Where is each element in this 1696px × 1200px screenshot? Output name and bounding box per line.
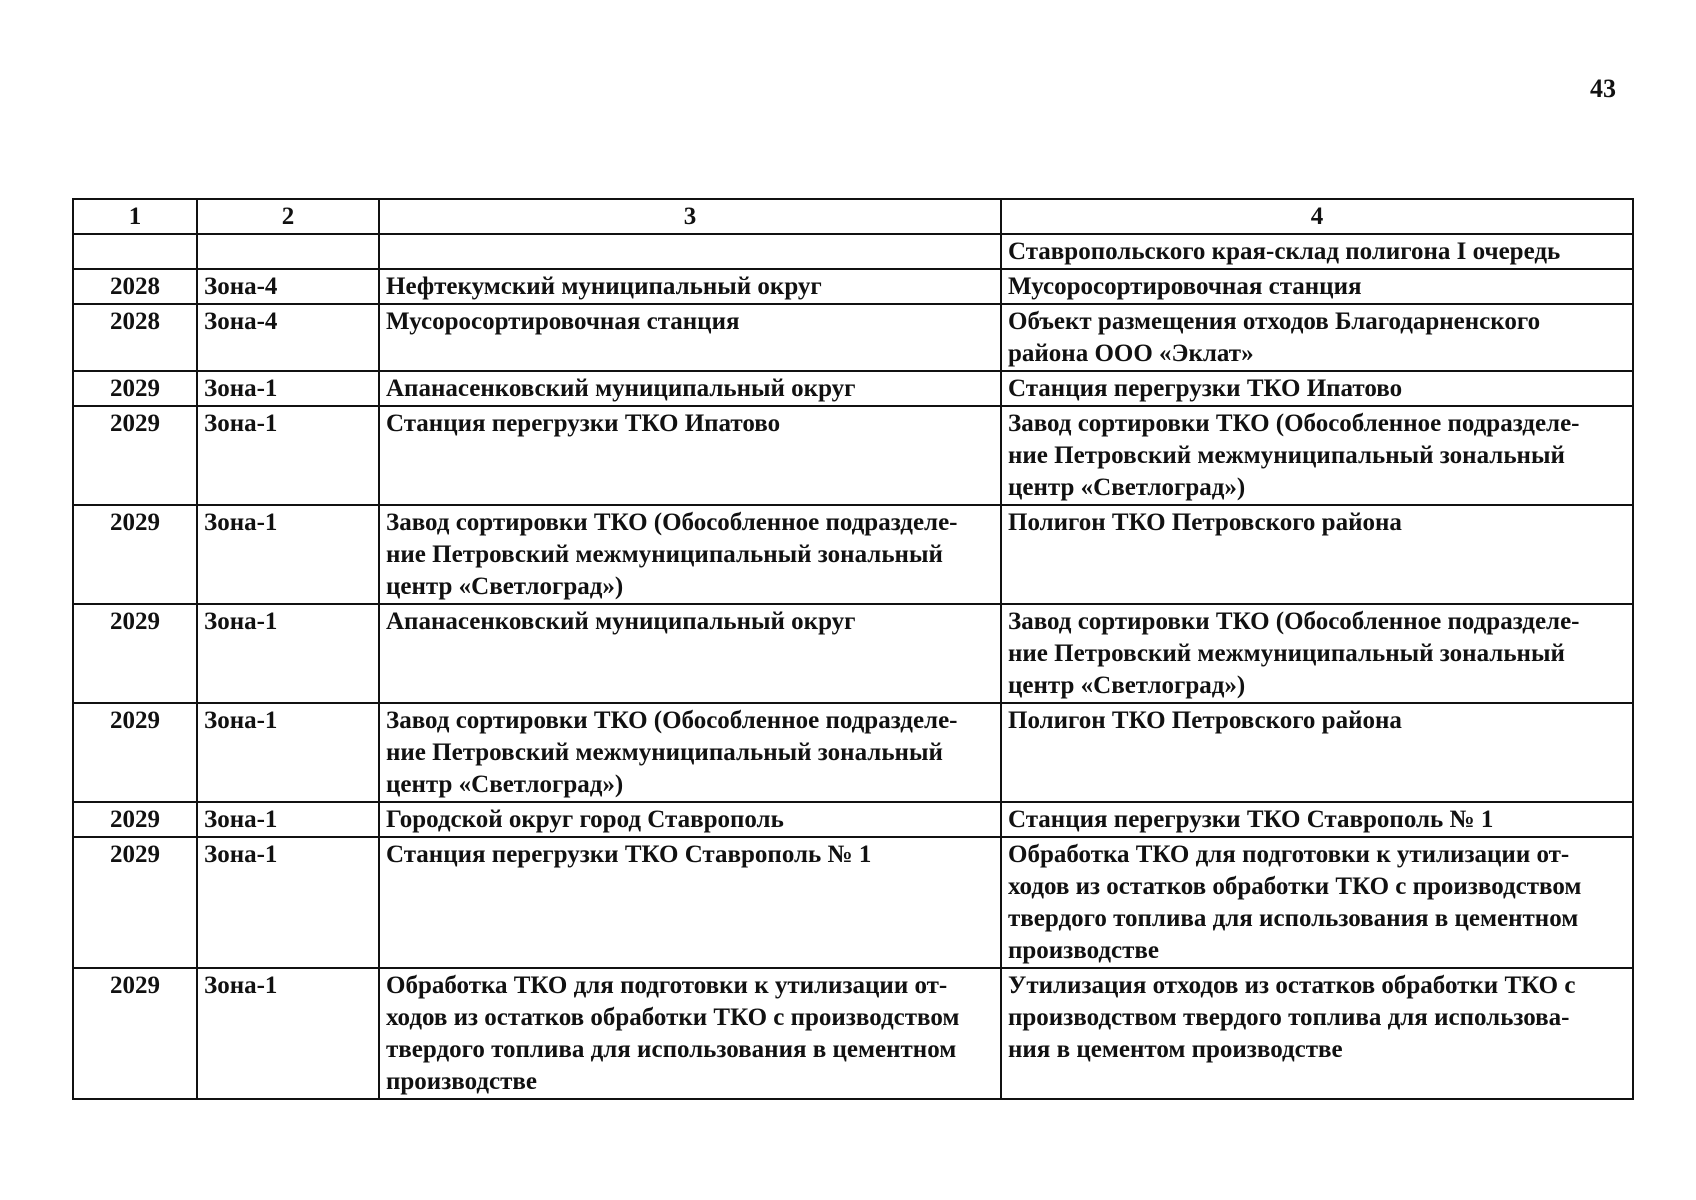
zone-cell: Зона-1 (197, 802, 379, 837)
destination-cell: Полигон ТКО Петровского района (1001, 505, 1633, 604)
year-cell (73, 234, 197, 269)
source-cell: Апанасенковский муниципальный округ (379, 604, 1001, 703)
zone-cell: Зона-1 (197, 604, 379, 703)
destination-cell: Мусоросортировочная станция (1001, 269, 1633, 304)
table-body (73, 234, 1633, 1099)
zone-cell: Зона-1 (197, 968, 379, 1099)
table-row (73, 604, 1633, 703)
table-row (73, 234, 1633, 269)
destination-cell: Станция перегрузки ТКО Ипатово (1001, 371, 1633, 406)
destination-cell: Утилизация отходов из остатков обработки ТКО с производством твердого топлива для использова- ния в цементом производстве (1001, 968, 1633, 1099)
source-cell (379, 234, 1001, 269)
destination-cell: Станция перегрузки ТКО Ставрополь № 1 (1001, 802, 1633, 837)
destination-cell: Полигон ТКО Петровского района (1001, 703, 1633, 802)
year-cell: 2029 (73, 406, 197, 505)
source-cell: Городской округ город Ставрополь (379, 802, 1001, 837)
source-cell: Апанасенковский муниципальный округ (379, 371, 1001, 406)
destination-cell: Объект размещения отходов Благодарненского района ООО «Эклат» (1001, 304, 1633, 371)
year-cell: 2029 (73, 703, 197, 802)
table-row (73, 802, 1633, 837)
year-cell: 2029 (73, 837, 197, 968)
year-cell: 2029 (73, 505, 197, 604)
table-row (73, 304, 1633, 371)
destination-cell: Обработка ТКО для подготовки к утилизации от- ходов из остатков обработки ТКО с производством твердого топлива для использования в цементном производстве (1001, 837, 1633, 968)
table-row (73, 505, 1633, 604)
source-cell: Станция перегрузки ТКО Ипатово (379, 406, 1001, 505)
source-cell: Мусоросортировочная станция (379, 304, 1001, 371)
column-header-4: 4 (1001, 199, 1633, 234)
zone-cell: Зона-1 (197, 371, 379, 406)
table-row (73, 371, 1633, 406)
destination-cell: Завод сортировки ТКО (Обособленное подразделе- ние Петровский межмуниципальный зональный центр «Светлоград») (1001, 604, 1633, 703)
year-cell: 2029 (73, 968, 197, 1099)
destination-cell: Ставропольского края-склад полигона I очередь (1001, 234, 1633, 269)
column-header-3: 3 (379, 199, 1001, 234)
destination-cell: Завод сортировки ТКО (Обособленное подразделе- ние Петровский межмуниципальный зональный центр «Светлоград») (1001, 406, 1633, 505)
zone-cell: Зона-4 (197, 304, 379, 371)
source-cell: Обработка ТКО для подготовки к утилизации от- ходов из остатков обработки ТКО с производством твердого топлива для использования в цементном производстве (379, 968, 1001, 1099)
year-cell: 2028 (73, 269, 197, 304)
zone-cell (197, 234, 379, 269)
table-row (73, 269, 1633, 304)
table-header (73, 199, 1633, 234)
column-header-1: 1 (73, 199, 197, 234)
table-row (73, 968, 1633, 1099)
source-cell: Завод сортировки ТКО (Обособленное подразделе- ние Петровский межмуниципальный зональный центр «Светлоград») (379, 505, 1001, 604)
waste-flow-table (72, 198, 1634, 1100)
zone-cell: Зона-1 (197, 505, 379, 604)
table-row (73, 703, 1633, 802)
source-cell: Станция перегрузки ТКО Ставрополь № 1 (379, 837, 1001, 968)
column-header-2: 2 (197, 199, 379, 234)
year-cell: 2029 (73, 802, 197, 837)
zone-cell: Зона-1 (197, 406, 379, 505)
header-row (73, 199, 1633, 234)
year-cell: 2028 (73, 304, 197, 371)
page-number: 43 (1590, 74, 1616, 103)
zone-cell: Зона-1 (197, 703, 379, 802)
year-cell: 2029 (73, 371, 197, 406)
table-row (73, 406, 1633, 505)
zone-cell: Зона-1 (197, 837, 379, 968)
table-row (73, 837, 1633, 968)
year-cell: 2029 (73, 604, 197, 703)
source-cell: Нефтекумский муниципальный округ (379, 269, 1001, 304)
zone-cell: Зона-4 (197, 269, 379, 304)
source-cell: Завод сортировки ТКО (Обособленное подразделе- ние Петровский межмуниципальный зональный центр «Светлоград») (379, 703, 1001, 802)
